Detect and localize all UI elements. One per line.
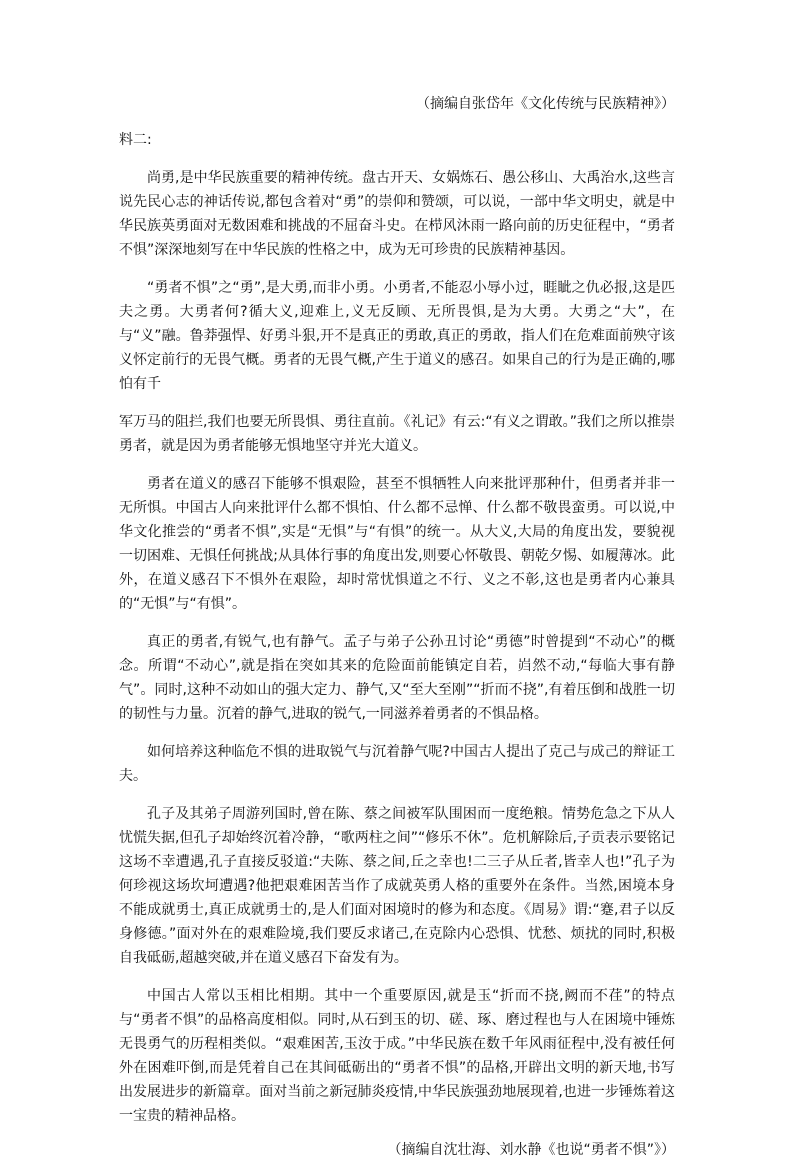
paragraph-1: 尚勇,是中华民族重要的精神传统。盘古开天、女娲炼石、愚公移山、大禹治水,这些言说先民心志的神话传说,都包含着对“勇”的崇仰和赞颂，可以说，一部中华文明史，就是中华民族英勇面对无数困难和挑战的不屈奋斗史。在栉风沐雨一路向前的历史征程中，“勇者不惧”深深地刻写在中华民族的性格之中，成为无可珍贵的民族精神基因。 <box>119 170 675 258</box>
paragraph-7: 中国古人常以玉相比相期。其中一个重要原因,就是玉“折而不挠,阙而不荏”的特点与“勇者不惧”的品格高度相似。同时,从石到玉的切、磋、琢、磨过程也与人在困境中锤炼无畏勇气的历程相类似。“艰难困苦,玉汝于成。”中华民族在数千年风雨征程中,没有被任何外在困难吓倒,而是凭着自己在其间砥砺出的“勇者不惧”的品格,开辟出文明的新天地,书写出发展进步的新篇章。面对当前之新冠肺炎疫情,中华民族强劲地展现着,也进一步锤炼着这一宝贵的精神品格。 <box>119 988 675 1124</box>
document-page <box>119 92 675 1162</box>
paragraph-4: 真正的勇者,有锐气,也有静气。孟子与弟子公孙丑讨论“勇德”时曾提到“不动心”的概念。所谓“不动心”,就是指在突如其来的危险面前能镇定自若，岿然不动,“每临大事有静气”。同时,这种不动如山的强大定力、静气,又“至大至刚”“折而不挠”,有着压倒和战胜一切的韧性与力量。沉着的静气,进取的锐气,一同滋养着勇者的不惧品格。 <box>119 634 675 722</box>
source-citation-top: （摘编自张岱年《文化传统与民族精神》） <box>416 96 675 112</box>
source-citation-bottom: （摘编自沈壮海、刘水静《也说“勇者不惧”》） <box>387 1142 675 1158</box>
section-label: 料二: <box>119 132 152 148</box>
paragraph-3: 勇者在道义的感召下能够不惧艰险，甚至不惧牺牲人向来批评那种什，但勇者并非一无所惧。中国古人向来批评什么都不惧怕、什么都不忌惮、什么都不敬畏蛮勇。可以说,中华文化推尝的“勇者不惧”,实是“无惧”与“有惧”的统一。从大义,大局的角度出发，要貌视一切困难、无惧任何挑战;从具体行事的角度出发,则要心怀敬畏、朝乾夕惕、如履薄冰。此外，在道义感召下不惧外在艰险，却时常忧惧道之不行、义之不彰,这也是勇者内心兼具的“无惧”与“有惧”。 <box>119 476 675 612</box>
paragraph-2-continued: 军万马的阻拦,我们也要无所畏惧、勇往直前。《礼记》有云:“有义之谓敢。”我们之所以推崇勇者，就是因为勇者能够无惧地坚守并光大道义。 <box>119 414 675 454</box>
paragraph-6: 孔子及其弟子周游列国时,曾在陈、蔡之间被军队围困而一度绝粮。情势危急之下从人忧慌失据,但孔子却始终沉着冷静，“歌两柱之间”“修乐不休”。危机解除后,子贡表示要铭记这场不幸遭遇,孔子直接反驳道:“夫陈、蔡之间,丘之幸也!二三子从丘者,皆幸人也!”孔子为何珍视这场坎坷遭遇?他把艰难困苦当作了成就英勇人格的重要外在条件。当然,困境本身不能成就勇士,真正成就勇士的,是人们面对困境时的修为和态度。《周易》谓:“蹇,君子以反身修德。”面对外在的艰难险境,我们要反求诸己,在克除内心恐惧、忧愁、烦扰的同时,积极自我砥砺,超越突破,并在道义感召下奋发有为。 <box>119 806 675 966</box>
paragraph-5: 如何培养这种临危不惧的进取锐气与沉着静气呢?中国古人提出了克己与成己的辩证工夫。 <box>119 744 675 784</box>
paragraph-2: “勇者不惧”之“勇”,是大勇,而非小勇。小勇者,不能忍小辱小过，睚眦之仇必报,这是匹夫之勇。大勇者何?循大义,迎难上,义无反顾、无所畏惧,是为大勇。大勇之“大”，在与“义”融。鲁莽强悍、好勇斗狠,开不是真正的勇敢,真正的勇敢，指人们在危难面前殃守该义怀定前行的无畏气概。勇者的无畏气概,产生于道义的感召。如果自己的行为是正确的,哪怕有千 <box>119 280 675 392</box>
